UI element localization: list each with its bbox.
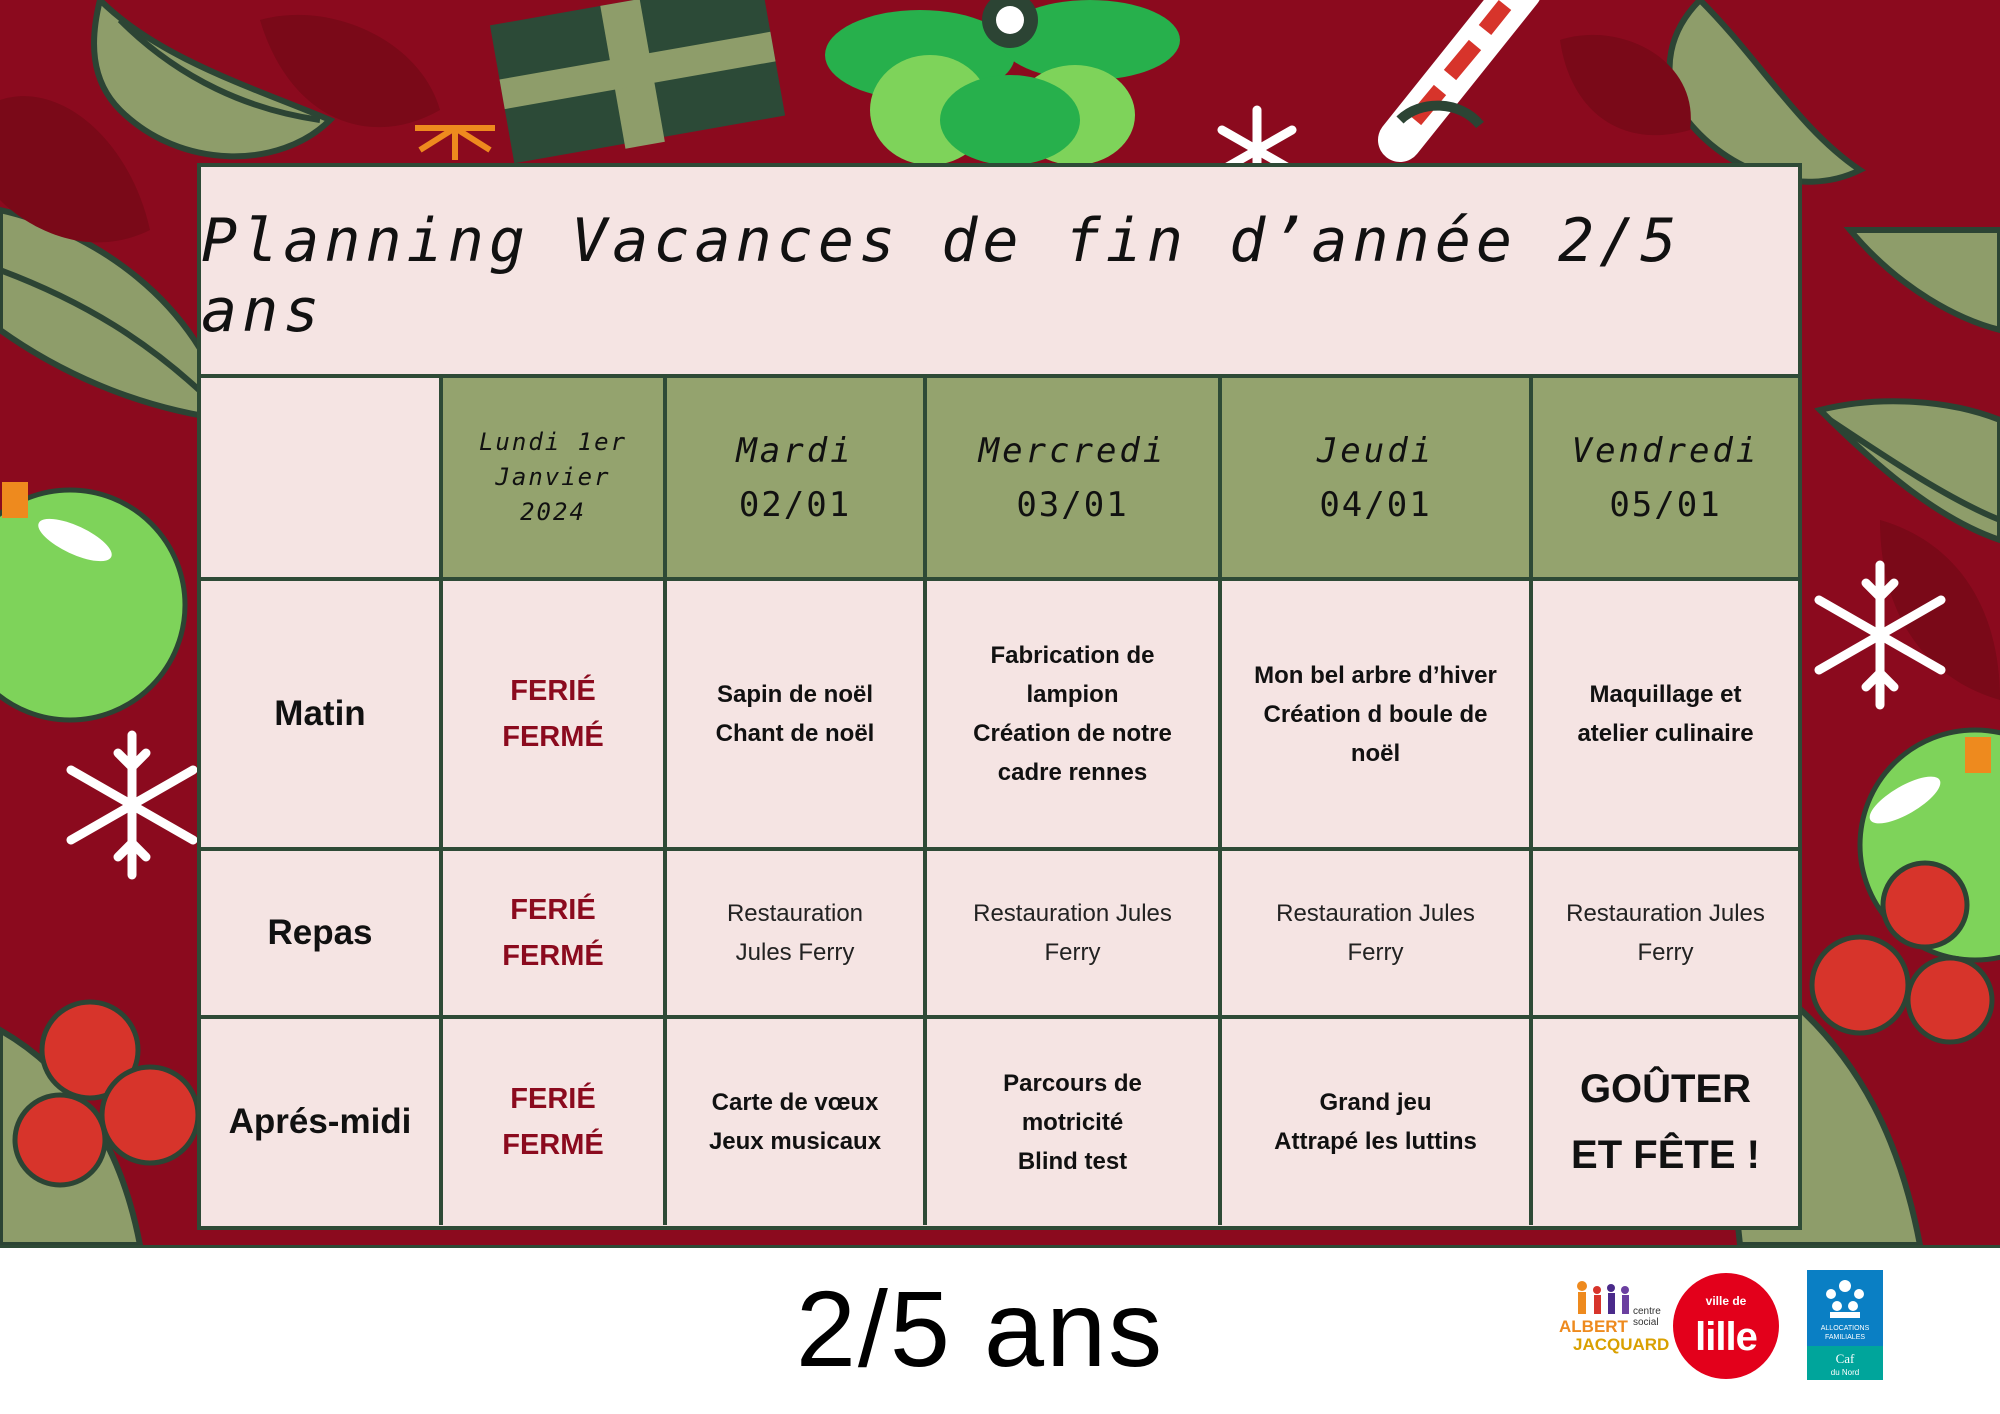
cell-apres-midi-friday bbox=[1533, 1019, 1798, 1225]
row-label: Matin bbox=[274, 694, 366, 733]
caf-logo bbox=[1807, 1270, 1883, 1380]
svg-text:Caf: Caf bbox=[1835, 1351, 1855, 1366]
people-icon bbox=[1577, 1281, 1629, 1314]
cell-line: Restauration bbox=[726, 900, 864, 927]
cell-repas-wednesday bbox=[927, 851, 1222, 1019]
row-label-apres-midi bbox=[201, 1019, 443, 1225]
day-date: 04/01 bbox=[1319, 484, 1432, 525]
row-label: Repas bbox=[267, 913, 373, 952]
day-header-wednesday bbox=[927, 378, 1222, 581]
svg-text:lille: lille bbox=[1695, 1315, 1757, 1359]
cell-line: Blind test bbox=[1017, 1147, 1128, 1175]
cell-line: FERIÉ bbox=[510, 675, 596, 707]
cell-apres-midi-tuesday bbox=[667, 1019, 927, 1225]
schedule-grid bbox=[201, 378, 1798, 1226]
day-header-friday bbox=[1533, 378, 1798, 581]
ville-de-lille-logo bbox=[1673, 1273, 1779, 1379]
cell-apres-midi-monday bbox=[443, 1019, 667, 1225]
cell-line: Création de notre bbox=[973, 720, 1172, 747]
title-row bbox=[201, 167, 1798, 378]
cell-line: Fabrication de bbox=[990, 642, 1155, 669]
cell-line: Ferry bbox=[1044, 939, 1101, 966]
day-date: 02/01 bbox=[738, 484, 852, 525]
gift-icon bbox=[490, 0, 785, 163]
partner-logos bbox=[1555, 1270, 1885, 1382]
cell-line: Maquillage et bbox=[1589, 681, 1742, 708]
cell-matin-wednesday bbox=[927, 581, 1222, 851]
day-name: Jeudi bbox=[1316, 430, 1435, 471]
cell-line: Ferry bbox=[1637, 939, 1694, 966]
cell-line: ET FÊTE ! bbox=[1571, 1133, 1760, 1177]
cell-line: Mon bel arbre d’hiver bbox=[1254, 661, 1497, 689]
cell-line: motricité bbox=[1021, 1108, 1124, 1136]
cell-line: FERIÉ bbox=[510, 1083, 596, 1115]
cell-line: Restauration Jules bbox=[973, 900, 1172, 927]
cell-matin-monday bbox=[443, 581, 667, 851]
svg-text:ville de: ville de bbox=[1705, 1294, 1747, 1308]
cell-line: Jeux musicaux bbox=[708, 1128, 882, 1155]
cell-line: noël bbox=[1350, 739, 1401, 767]
cell-repas-thursday bbox=[1222, 851, 1533, 1019]
day-date: 03/01 bbox=[1016, 484, 1129, 525]
cell-apres-midi-wednesday bbox=[927, 1019, 1222, 1225]
day-header-monday bbox=[443, 378, 667, 581]
svg-text:ALBERT: ALBERT bbox=[1559, 1317, 1628, 1336]
day-header-line: Lundi 1er bbox=[478, 428, 628, 456]
day-header-thursday bbox=[1222, 378, 1533, 581]
cell-line: atelier culinaire bbox=[1577, 720, 1754, 747]
cell-line: FERMÉ bbox=[502, 1129, 604, 1161]
cell-line: Grand jeu bbox=[1319, 1089, 1432, 1116]
row-label-repas bbox=[201, 851, 443, 1019]
cell-line: FERMÉ bbox=[502, 721, 604, 753]
day-name: Mardi bbox=[736, 430, 854, 471]
svg-text:du Nord: du Nord bbox=[1830, 1368, 1860, 1377]
cell-line: Ferry bbox=[1347, 939, 1404, 966]
cell-line: Carte de vœux bbox=[711, 1089, 879, 1116]
footer-age-label: 2/5 ans bbox=[795, 1267, 1165, 1389]
cell-line: lampion bbox=[1026, 681, 1119, 708]
empty-corner-cell bbox=[201, 378, 443, 581]
svg-text:ALLOCATIONS: ALLOCATIONS bbox=[1820, 1325, 1870, 1332]
svg-text:FAMILIALES: FAMILIALES bbox=[1824, 1334, 1866, 1341]
cell-line: Création d boule de bbox=[1263, 700, 1488, 728]
day-header-tuesday bbox=[667, 378, 927, 581]
day-header-line: Janvier bbox=[495, 463, 611, 491]
cell-line: Chant de noël bbox=[715, 720, 875, 747]
planning-table bbox=[197, 163, 1802, 1230]
cell-repas-tuesday bbox=[667, 851, 927, 1019]
cell-matin-tuesday bbox=[667, 581, 927, 851]
day-name: Mercredi bbox=[978, 430, 1167, 471]
cell-matin-friday bbox=[1533, 581, 1798, 851]
cell-repas-friday bbox=[1533, 851, 1798, 1019]
svg-text:centre: centre bbox=[1633, 1306, 1661, 1317]
poinsettia-icon bbox=[825, 0, 1180, 165]
cell-line: Attrapé les luttins bbox=[1274, 1128, 1477, 1155]
svg-text:social: social bbox=[1633, 1317, 1659, 1328]
day-name: Vendredi bbox=[1571, 430, 1760, 471]
row-label-matin bbox=[201, 581, 443, 851]
candy-cane-icon bbox=[1400, 0, 1520, 140]
row-label: Aprés-midi bbox=[228, 1102, 412, 1141]
cell-line: cadre rennes bbox=[997, 759, 1148, 786]
cell-line: Sapin de noël bbox=[716, 681, 874, 708]
day-header-line: 2024 bbox=[520, 498, 586, 526]
cell-line: FERIÉ bbox=[510, 894, 596, 926]
cell-apres-midi-thursday bbox=[1222, 1019, 1533, 1225]
cell-line: GOÛTER bbox=[1579, 1067, 1752, 1111]
cell-repas-monday bbox=[443, 851, 667, 1019]
cell-matin-thursday bbox=[1222, 581, 1533, 851]
cell-line: Restauration Jules bbox=[1566, 900, 1765, 927]
page-title: Planning Vacances de fin d’année 2/5 ans bbox=[201, 205, 1682, 346]
day-date: 05/01 bbox=[1609, 484, 1722, 525]
cell-line: FERMÉ bbox=[502, 940, 604, 972]
cell-line: Parcours de bbox=[1003, 1069, 1142, 1097]
cell-line: Jules Ferry bbox=[735, 939, 855, 966]
svg-text:JACQUARD: JACQUARD bbox=[1573, 1335, 1670, 1354]
albert-jacquard-logo bbox=[1559, 1281, 1669, 1354]
cell-line: Restauration Jules bbox=[1276, 900, 1475, 927]
